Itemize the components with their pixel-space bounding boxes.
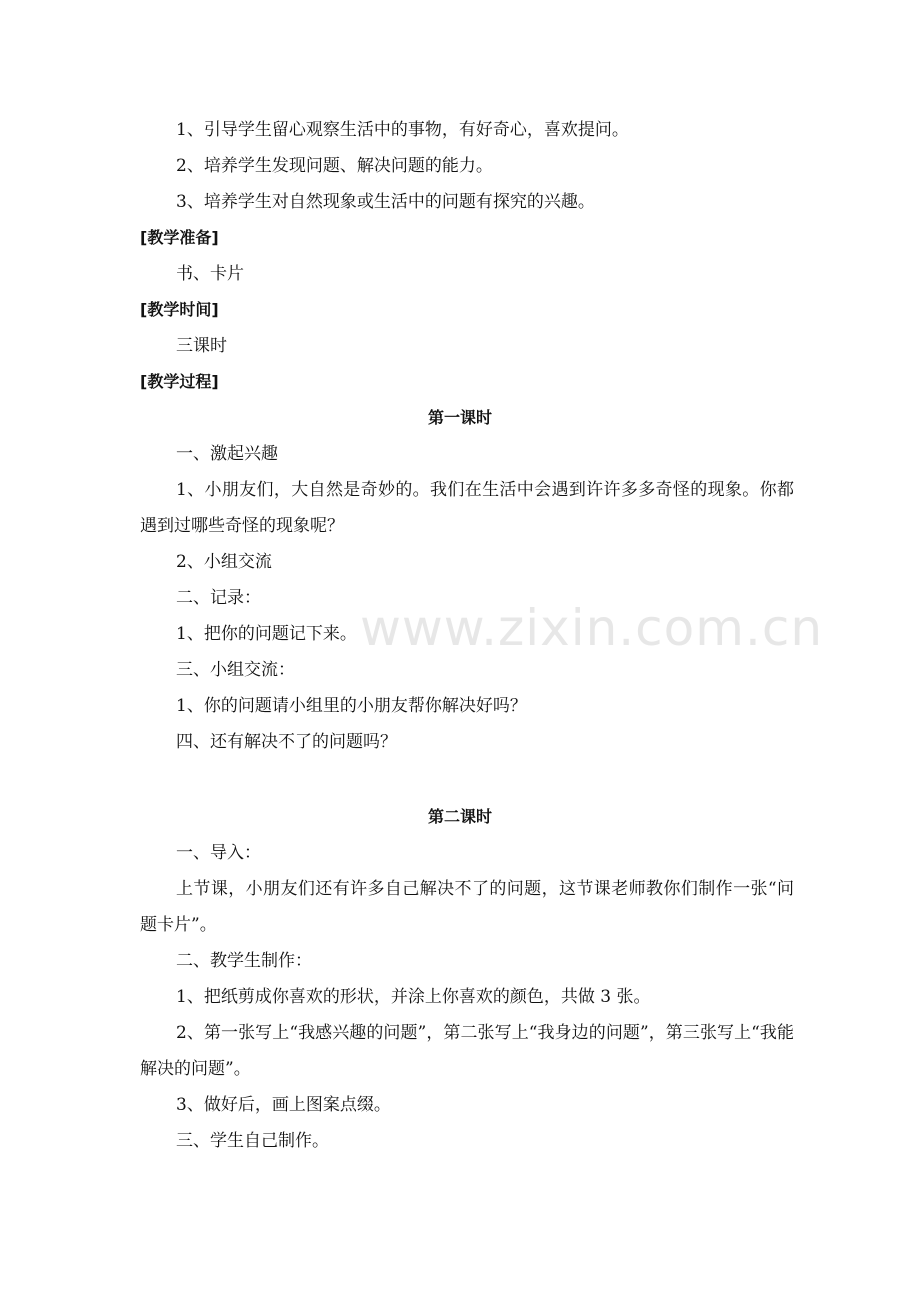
objective-1: 1、引导学生留心观察生活中的事物，有好奇心，喜欢提问。 — [176, 120, 629, 140]
prep-heading: [教学准备] — [140, 228, 219, 247]
lesson2-paragraph: 上节课，小朋友们还有许多自己解决不了的问题，这节课老师教你们制作一张“问题卡片”。 — [140, 879, 794, 935]
prep-content: 书、卡片 — [176, 264, 244, 284]
lesson1-paragraph: 1、小朋友们，大自然是奇妙的。我们在生活中会遇到许许多多奇怪的现象。你都遇到过哪些奇怪的现象呢？ — [140, 480, 794, 536]
lesson1-line: 1、把你的问题记下来。 — [176, 624, 357, 644]
lesson1-line: 1、你的问题请小组里的小朋友帮你解决好吗？ — [176, 696, 527, 716]
objective-3: 3、培养学生对自然现象或生活中的问题有探究的兴趣。 — [176, 192, 595, 212]
lesson2-line: 3、做好后，画上图案点缀。 — [176, 1095, 391, 1115]
lesson1-line: 一、激起兴趣 — [176, 444, 278, 464]
lesson2-line: 二、教学生制作： — [176, 951, 312, 971]
lesson2-line: 1、把纸剪成你喜欢的形状，并涂上你喜欢的颜色，共做 3 张。 — [176, 987, 651, 1007]
lesson2-line: 一、导入： — [176, 843, 261, 863]
lesson1-line: 四、还有解决不了的问题吗？ — [176, 732, 397, 752]
lesson1-title: 第一课时 — [427, 408, 492, 427]
objective-2: 2、培养学生发现问题、解决问题的能力。 — [176, 156, 493, 176]
lesson2-paragraph: 2、第一张写上“我感兴趣的问题”，第二张写上“我身边的问题”，第三张写上“我能解决的问题”。 — [140, 1023, 794, 1079]
watermark: www.zixin.com.cn — [360, 599, 824, 657]
lesson1-line: 三、小组交流： — [176, 660, 295, 680]
time-content: 三课时 — [176, 336, 227, 356]
process-heading: [教学过程] — [140, 372, 219, 391]
lesson1-line: 二、记录： — [176, 588, 261, 608]
time-heading: [教学时间] — [140, 300, 219, 319]
lesson2-title: 第二课时 — [427, 807, 492, 826]
lesson2-line: 三、学生自己制作。 — [176, 1131, 329, 1151]
lesson1-line: 2、小组交流 — [176, 552, 272, 572]
